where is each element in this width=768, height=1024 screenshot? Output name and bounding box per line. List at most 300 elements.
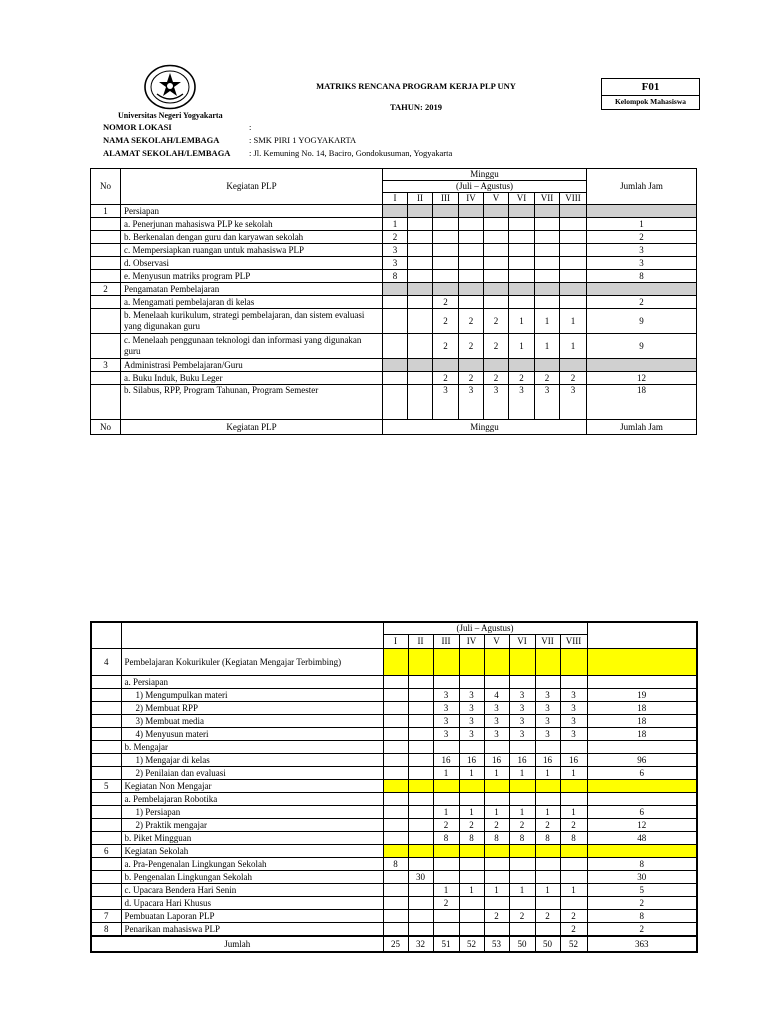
jumlah-week-cell: 32 — [408, 936, 433, 952]
table-header-row — [91, 622, 697, 635]
row-number — [91, 741, 121, 754]
week-cell: 3 — [433, 728, 459, 741]
total-cell: 19 — [587, 689, 697, 702]
week-cell — [560, 741, 587, 754]
row-number — [91, 897, 121, 910]
row-number — [91, 257, 121, 270]
week-cell — [484, 923, 509, 937]
total-cell — [587, 205, 697, 218]
week-header: IV — [459, 635, 484, 649]
total-cell: 9 — [587, 334, 697, 359]
week-cell — [560, 649, 587, 676]
week-cell — [459, 244, 484, 257]
week-cell: 1 — [459, 806, 484, 819]
table-row — [91, 689, 697, 702]
week-cell — [408, 897, 433, 910]
week-cell — [433, 649, 459, 676]
table-row — [91, 334, 697, 359]
activity-label: Kegiatan Non Mengajar — [121, 780, 383, 793]
week-cell — [433, 923, 459, 937]
activity-label: a. Pembelajaran Robotika — [121, 793, 383, 806]
week-cell — [459, 205, 484, 218]
footer-kegiatan: Kegiatan PLP — [121, 420, 383, 435]
week-cell — [560, 218, 587, 231]
week-cell: 3 — [459, 689, 484, 702]
week-cell — [459, 257, 484, 270]
week-cell — [383, 741, 408, 754]
week-cell — [509, 257, 535, 270]
week-cell — [459, 676, 484, 689]
week-cell — [383, 767, 408, 780]
week-cell — [509, 218, 535, 231]
week-cell — [383, 649, 408, 676]
week-header: V — [484, 193, 509, 205]
week-cell — [408, 359, 433, 372]
week-cell — [484, 897, 509, 910]
footer-no: No — [91, 420, 121, 435]
total-cell: 3 — [587, 244, 697, 257]
row-number — [91, 372, 121, 385]
total-cell: 18 — [587, 385, 697, 420]
week-cell — [459, 897, 484, 910]
activity-label: Pembelajaran Kokurikuler (Kegiatan Mengajar Terbimbing) — [121, 649, 383, 676]
row-number — [91, 244, 121, 257]
table-row — [91, 676, 697, 689]
week-cell: 16 — [433, 754, 459, 767]
week-cell — [560, 244, 587, 257]
activity-label: a. Persiapan — [121, 676, 383, 689]
table-row — [91, 884, 697, 897]
total-cell: 2 — [587, 231, 697, 244]
row-number — [91, 806, 121, 819]
week-cell: 1 — [484, 884, 509, 897]
week-header: II — [408, 635, 433, 649]
week-cell: 2 — [535, 819, 560, 832]
week-cell — [383, 715, 408, 728]
week-cell — [408, 649, 433, 676]
info-row: ALAMAT SEKOLAH/LEMBAGA : Jl. Kemuning No. 14, Baciro, Gondokusuman, Yogyakarta — [103, 148, 453, 158]
week-cell — [433, 858, 459, 871]
week-cell — [535, 257, 560, 270]
week-cell — [484, 793, 509, 806]
week-cell: 1 — [560, 884, 587, 897]
week-cell — [408, 218, 433, 231]
table-row — [91, 218, 697, 231]
week-cell: 2 — [484, 334, 509, 359]
week-cell: 2 — [560, 372, 587, 385]
week-cell: 16 — [459, 754, 484, 767]
week-cell — [433, 270, 459, 283]
week-cell — [535, 858, 560, 871]
week-cell: 3 — [509, 385, 535, 420]
week-cell — [484, 858, 509, 871]
week-cell — [408, 283, 433, 296]
week-cell: 2 — [433, 897, 459, 910]
period-label: (Juli – Agustus) — [383, 622, 587, 635]
week-cell — [408, 231, 433, 244]
week-cell: 3 — [383, 257, 408, 270]
form-code-box — [601, 78, 700, 110]
week-cell: 1 — [560, 767, 587, 780]
table-row — [91, 819, 697, 832]
total-cell: 8 — [587, 910, 697, 923]
week-cell: 1 — [509, 884, 535, 897]
table-row — [91, 385, 697, 420]
period-label: (Juli – Agustus) — [383, 181, 587, 193]
week-cell — [509, 244, 535, 257]
table-row — [91, 205, 697, 218]
week-cell — [535, 283, 560, 296]
table-row — [91, 359, 697, 372]
week-cell — [560, 780, 587, 793]
week-cell: 2 — [459, 309, 484, 334]
week-cell — [560, 793, 587, 806]
activity-label: b. Mengajar — [121, 741, 383, 754]
week-cell — [535, 244, 560, 257]
week-cell: 1 — [433, 767, 459, 780]
week-cell — [408, 793, 433, 806]
total-cell: 48 — [587, 832, 697, 845]
activity-label: a. Penerjunan mahasiswa PLP ke sekolah — [121, 218, 383, 231]
table-row — [91, 780, 697, 793]
row-number — [91, 231, 121, 244]
week-cell — [433, 845, 459, 858]
row-number — [91, 385, 121, 420]
info-block — [103, 121, 452, 160]
week-cell — [459, 270, 484, 283]
week-cell — [509, 649, 535, 676]
week-cell — [560, 897, 587, 910]
week-cell — [408, 741, 433, 754]
week-cell: 2 — [484, 372, 509, 385]
week-cell — [433, 231, 459, 244]
row-number — [91, 715, 121, 728]
activity-label: 4) Menyusun materi — [121, 728, 383, 741]
week-cell — [408, 676, 433, 689]
total-cell — [587, 676, 697, 689]
week-header: VIII — [560, 193, 587, 205]
week-cell: 1 — [560, 806, 587, 819]
week-cell: 1 — [433, 806, 459, 819]
week-cell: 16 — [560, 754, 587, 767]
week-cell — [560, 270, 587, 283]
week-cell — [459, 231, 484, 244]
document-year: TAHUN: 2019 — [389, 102, 443, 112]
week-cell: 1 — [560, 309, 587, 334]
week-cell — [560, 257, 587, 270]
week-cell — [408, 819, 433, 832]
row-number — [91, 884, 121, 897]
table-row — [91, 923, 697, 937]
week-cell: 3 — [509, 702, 535, 715]
week-cell: 1 — [509, 767, 535, 780]
week-cell — [509, 231, 535, 244]
table-row — [91, 871, 697, 884]
week-cell: 1 — [535, 767, 560, 780]
row-number — [91, 296, 121, 309]
activity-label: b. Menelaah kurikulum, strategi pembelajaran, dan sistem evaluasi yang digunakan guru — [121, 309, 383, 334]
week-cell: 2 — [535, 910, 560, 923]
row-number — [91, 754, 121, 767]
week-cell — [408, 334, 433, 359]
week-cell — [383, 845, 408, 858]
week-cell — [509, 793, 535, 806]
week-cell: 16 — [484, 754, 509, 767]
week-cell — [459, 923, 484, 937]
activity-label: c. Menelaah penggunaan teknologi dan informasi yang digunakan guru — [121, 334, 383, 359]
week-cell: 3 — [535, 689, 560, 702]
week-cell — [484, 359, 509, 372]
week-cell: 8 — [383, 270, 408, 283]
week-cell — [383, 728, 408, 741]
week-cell — [484, 231, 509, 244]
activity-label: Persiapan — [121, 205, 383, 218]
activity-label: 1) Mengajar di kelas — [121, 754, 383, 767]
table-row — [91, 741, 697, 754]
blank-header-cell — [91, 622, 121, 649]
week-cell — [408, 832, 433, 845]
row-number — [91, 309, 121, 334]
week-cell: 2 — [383, 231, 408, 244]
week-cell: 3 — [383, 244, 408, 257]
week-cell — [408, 244, 433, 257]
week-cell — [560, 231, 587, 244]
table-header-row — [91, 169, 697, 181]
total-cell: 8 — [587, 858, 697, 871]
week-cell — [535, 270, 560, 283]
week-cell — [459, 649, 484, 676]
total-cell: 2 — [587, 897, 697, 910]
week-cell — [484, 218, 509, 231]
plan-table-2 — [90, 621, 698, 953]
activity-label: Penarikan mahasiswa PLP — [121, 923, 383, 937]
week-cell — [408, 270, 433, 283]
table-footer-row — [91, 420, 697, 435]
week-header: IV — [459, 193, 484, 205]
total-cell: 3 — [587, 257, 697, 270]
info-row: NOMOR LOKASI : — [103, 122, 252, 132]
week-cell — [383, 923, 408, 937]
week-cell — [535, 296, 560, 309]
week-cell: 2 — [433, 296, 459, 309]
total-cell: 18 — [587, 728, 697, 741]
week-cell — [535, 845, 560, 858]
table-row — [91, 858, 697, 871]
table-row — [91, 309, 697, 334]
week-cell: 2 — [509, 819, 535, 832]
row-number — [91, 270, 121, 283]
week-cell: 4 — [484, 689, 509, 702]
week-cell — [509, 676, 535, 689]
week-cell — [383, 819, 408, 832]
week-cell — [560, 283, 587, 296]
week-cell — [560, 845, 587, 858]
week-cell — [433, 359, 459, 372]
table-row — [91, 231, 697, 244]
table-row — [91, 832, 697, 845]
table-row — [91, 728, 697, 741]
week-cell — [408, 385, 433, 420]
week-cell — [433, 741, 459, 754]
week-cell — [509, 858, 535, 871]
jumlah-week-cell: 53 — [484, 936, 509, 952]
footer-jumlah-jam: Jumlah Jam — [587, 420, 697, 435]
week-cell — [560, 296, 587, 309]
week-cell — [535, 793, 560, 806]
week-cell — [383, 832, 408, 845]
row-number: 2 — [91, 283, 121, 296]
row-number — [91, 793, 121, 806]
week-cell: 1 — [535, 884, 560, 897]
week-cell: 3 — [459, 728, 484, 741]
table-row — [91, 702, 697, 715]
week-cell — [433, 257, 459, 270]
week-cell — [509, 780, 535, 793]
column-header-jumlah-jam: Jumlah Jam — [587, 169, 697, 205]
week-cell — [535, 676, 560, 689]
week-cell — [408, 309, 433, 334]
table-row — [91, 372, 697, 385]
week-cell — [408, 858, 433, 871]
week-cell: 2 — [535, 372, 560, 385]
activity-label: c. Mempersiapkan ruangan untuk mahasiswa PLP — [121, 244, 383, 257]
row-number — [91, 728, 121, 741]
week-cell — [383, 702, 408, 715]
week-cell — [408, 754, 433, 767]
week-cell: 2 — [433, 819, 459, 832]
week-cell — [535, 218, 560, 231]
week-cell: 3 — [459, 385, 484, 420]
week-cell — [433, 205, 459, 218]
week-cell — [484, 270, 509, 283]
week-cell: 3 — [433, 689, 459, 702]
activity-label: Administrasi Pembelajaran/Guru — [121, 359, 383, 372]
week-cell: 1 — [459, 767, 484, 780]
week-cell — [509, 205, 535, 218]
week-cell — [383, 884, 408, 897]
week-cell: 3 — [433, 385, 459, 420]
week-cell — [484, 257, 509, 270]
week-cell — [383, 205, 408, 218]
week-cell: 1 — [509, 334, 535, 359]
activity-label: 2) Praktik mengajar — [121, 819, 383, 832]
week-cell — [383, 754, 408, 767]
week-cell: 8 — [535, 832, 560, 845]
week-cell — [484, 780, 509, 793]
table-row — [91, 715, 697, 728]
week-cell — [383, 780, 408, 793]
week-cell — [560, 676, 587, 689]
week-cell — [408, 845, 433, 858]
week-cell — [383, 385, 408, 420]
week-cell — [509, 296, 535, 309]
week-cell: 2 — [433, 309, 459, 334]
activity-label: d. Upacara Hari Khusus — [121, 897, 383, 910]
week-cell: 3 — [484, 702, 509, 715]
week-cell: 8 — [459, 832, 484, 845]
row-number: 1 — [91, 205, 121, 218]
activity-label: 1) Mengumpulkan materi — [121, 689, 383, 702]
total-cell — [587, 283, 697, 296]
week-cell — [383, 359, 408, 372]
blank-header-cell — [587, 622, 697, 649]
table-row — [91, 897, 697, 910]
week-cell: 2 — [459, 372, 484, 385]
week-cell — [383, 806, 408, 819]
week-header: VII — [535, 635, 560, 649]
week-cell — [408, 372, 433, 385]
activity-label: 2) Penilaian dan evaluasi — [121, 767, 383, 780]
activity-label: d. Observasi — [121, 257, 383, 270]
table-row — [91, 806, 697, 819]
total-cell: 9 — [587, 309, 697, 334]
column-header-no: No — [91, 169, 121, 205]
total-cell: 2 — [587, 923, 697, 937]
university-name: Universitas Negeri Yogyakarta — [118, 111, 223, 120]
table-row — [91, 793, 697, 806]
week-cell: 2 — [509, 372, 535, 385]
activity-label: a. Buku Induk, Buku Leger — [121, 372, 383, 385]
week-cell — [408, 910, 433, 923]
table-row — [91, 283, 697, 296]
week-cell: 3 — [535, 728, 560, 741]
week-cell: 8 — [560, 832, 587, 845]
week-cell — [433, 910, 459, 923]
total-cell — [587, 741, 697, 754]
week-cell: 3 — [459, 702, 484, 715]
row-number: 8 — [91, 923, 121, 937]
activity-label: b. Pengenalan Lingkungan Sekolah — [121, 871, 383, 884]
total-cell: 96 — [587, 754, 697, 767]
row-number — [91, 334, 121, 359]
week-cell — [408, 257, 433, 270]
university-logo — [143, 64, 197, 110]
week-cell — [484, 205, 509, 218]
form-subtitle: Kelompok Mahasiswa — [614, 97, 687, 106]
week-cell: 2 — [560, 819, 587, 832]
week-cell — [535, 897, 560, 910]
document-title: MATRIKS RENCANA PROGRAM KERJA PLP UNY — [316, 81, 516, 91]
total-cell: 5 — [587, 884, 697, 897]
total-cell: 6 — [587, 806, 697, 819]
week-cell: 2 — [484, 819, 509, 832]
footer-minggu: Minggu — [383, 420, 587, 435]
total-cell: 1 — [587, 218, 697, 231]
row-number — [91, 767, 121, 780]
week-header: VI — [509, 635, 535, 649]
week-cell: 30 — [408, 871, 433, 884]
week-cell — [509, 283, 535, 296]
week-cell — [433, 780, 459, 793]
week-cell — [433, 793, 459, 806]
week-cell — [408, 296, 433, 309]
week-cell: 3 — [560, 728, 587, 741]
row-number — [91, 218, 121, 231]
total-cell: 30 — [587, 871, 697, 884]
activity-label: Pengamatan Pembelajaran — [121, 283, 383, 296]
week-cell: 3 — [560, 385, 587, 420]
week-cell — [408, 702, 433, 715]
activity-label: a. Mengamati pembelajaran di kelas — [121, 296, 383, 309]
week-cell: 2 — [484, 910, 509, 923]
week-cell — [535, 923, 560, 937]
week-cell — [535, 780, 560, 793]
total-cell: 18 — [587, 702, 697, 715]
week-cell: 8 — [383, 858, 408, 871]
row-number — [91, 819, 121, 832]
row-number — [91, 832, 121, 845]
week-cell — [484, 649, 509, 676]
